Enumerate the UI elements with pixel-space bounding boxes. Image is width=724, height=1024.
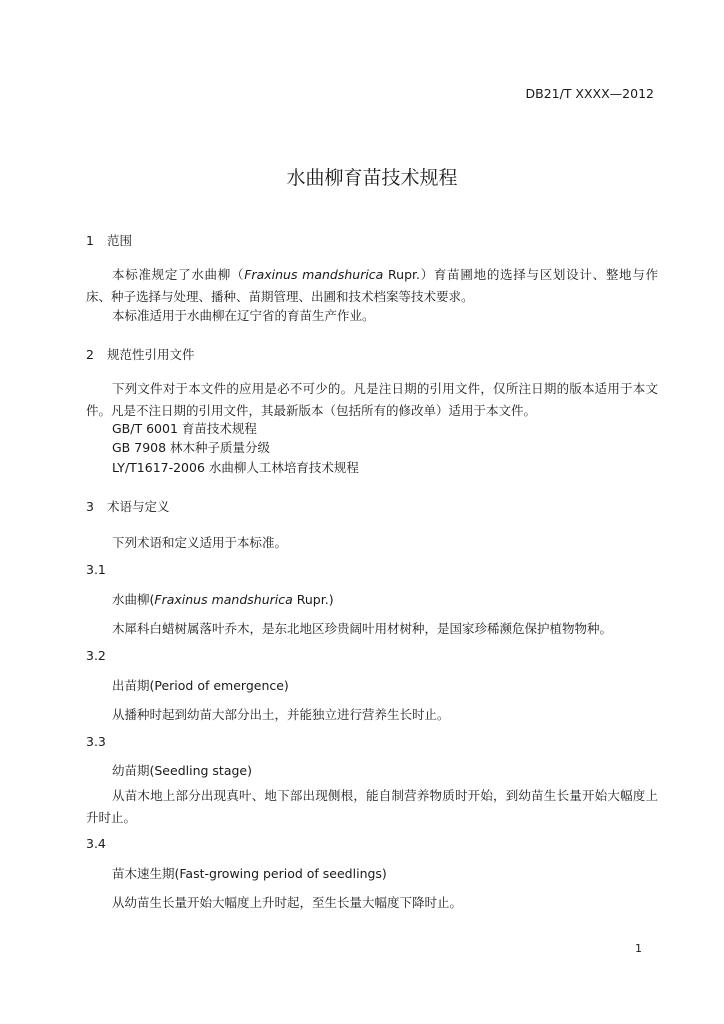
section-number: 3 [86, 499, 94, 514]
document-title: 水曲柳育苗技术规程 [286, 167, 458, 189]
scope-applicability: 本标准适用于水曲柳在辽宁省的育苗生产作业。 [112, 308, 375, 323]
section-title: 术语与定义 [107, 499, 170, 514]
reference-item: LY/T1617-2006 水曲柳人工林培育技术规程 [112, 460, 359, 475]
text-run: 本标准规定了水曲柳（ [112, 267, 245, 282]
reference-item: GB/T 6001 育苗技术规程 [112, 421, 257, 436]
section-title: 规范性引用文件 [107, 347, 195, 362]
term-definition: 从幼苗生长量开始大幅度上升时起，至生长量大幅度下降时止。 [112, 895, 463, 910]
term-name: 出苗期(Period of emergence) [112, 678, 289, 693]
page-number: 1 [635, 942, 642, 955]
clause-number: 3.1 [86, 562, 106, 577]
term-name [112, 590, 334, 608]
term-name: 幼苗期(Seedling stage) [112, 763, 252, 778]
latin-name: Fraxinus mandshurica [154, 592, 293, 607]
standard-code: DB21/T XXXX—2012 [525, 86, 654, 101]
section-title: 范围 [107, 233, 133, 248]
section-2-heading [86, 345, 195, 363]
term-name: 苗木速生期(Fast-growing period of seedlings) [112, 866, 387, 881]
terms-intro: 下列术语和定义适用于本标准。 [112, 535, 288, 550]
clause-number: 3.2 [86, 648, 106, 663]
clause-number: 3.3 [86, 734, 106, 749]
section-1-heading [86, 231, 132, 249]
clause-number: 3.4 [86, 836, 106, 851]
text-run: Rupr.) [292, 592, 334, 607]
reference-item: GB 7908 林木种子质量分级 [112, 440, 271, 455]
references-paragraph: 下列文件对于本文件的应用是必不可少的。凡是注日期的引用文件，仅所注日期的版本适用于本文件。凡是不注日期的引用文件，其最新版本（包括所有的修改单）适用于本文件。 [86, 381, 658, 418]
section-number: 2 [86, 347, 94, 362]
text-run: 水曲柳( [112, 592, 155, 607]
scope-paragraph [86, 264, 658, 308]
section-number: 1 [86, 233, 94, 248]
term-definition: 从苗木地上部分出现真叶、地下部出现侧根，能自制营养物质时开始，到幼苗生长量开始大幅度上升时止。 [86, 788, 658, 825]
term-definition: 从播种时起到幼苗大部分出土，并能独立进行营养生长时止。 [112, 707, 450, 722]
term-definition: 木犀科白蜡树属落叶乔木，是东北地区珍贵阔叶用材树种，是国家珍稀濒危保护植物物种。 [112, 621, 613, 636]
section-3-heading [86, 497, 170, 515]
latin-name: Fraxinus mandshurica [244, 267, 384, 282]
text-run: Rupr.）育苗圃地的选择与区划设计、整地与作床、种子选择与处理、播种、苗期管理、出圃和技术档案等技术要求。 [86, 267, 658, 304]
